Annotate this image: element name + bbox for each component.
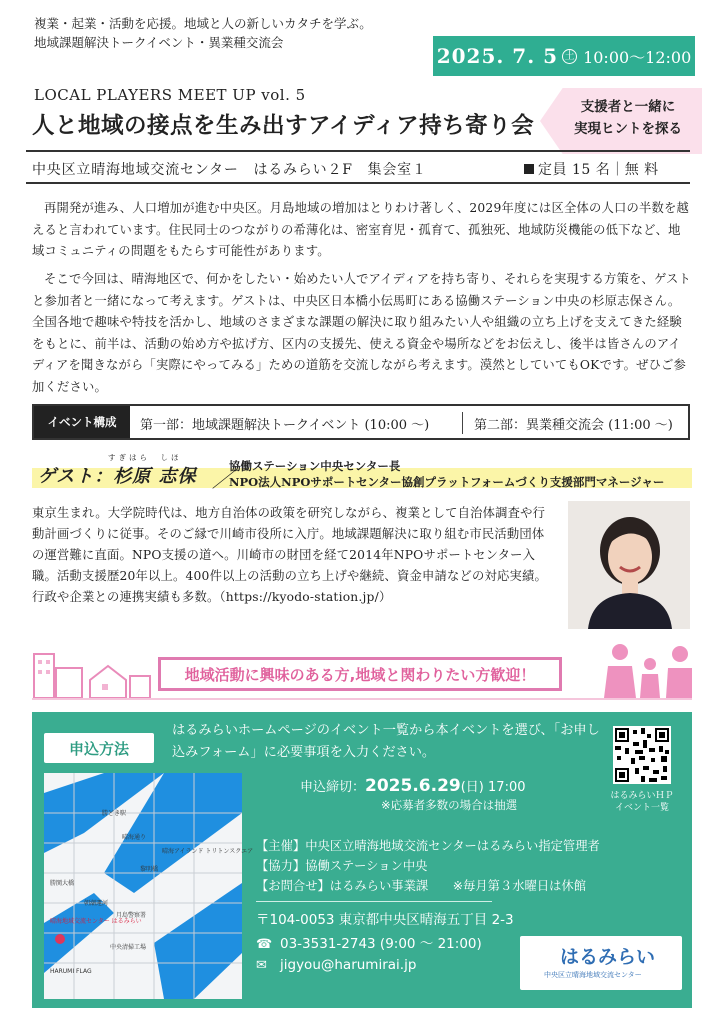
ribbon-text: [563, 96, 693, 140]
phone-icon: ☎: [256, 937, 273, 952]
deadline-date: 2025.6.29: [365, 776, 461, 796]
house-icon: [90, 666, 126, 698]
guest-role-1: 協働ステーション中央センター長: [229, 459, 401, 473]
map-label: HARUMI FLAG: [50, 968, 92, 975]
qr-code-icon: [613, 726, 671, 784]
building-icon: [34, 654, 54, 698]
map-label: 勝鬨大橋: [50, 880, 75, 887]
tagline: [34, 14, 372, 52]
capacity: [524, 159, 659, 179]
map-label: 晴海通り: [122, 834, 147, 841]
event-date-box: [433, 36, 695, 76]
qr-caption: [596, 790, 688, 814]
logo-subtitle: 中央区立晴海地域交流センター: [544, 971, 642, 979]
intro-paragraph-1: 再開発が進み、人口増加が進む中央区。月島地域の増加はとりわけ著しく、2029年度には区全体の人口の半数を越えると言われています。住民同士のつながりの希薄化は、密室育児・孤育て、孤独死、地域防災機能の低下など、地域コミュニティの問題をもたらす可能性があります。: [32, 201, 689, 258]
address: 〒104-0053 東京都中央区晴海五丁目 2-3: [256, 912, 514, 928]
portrait-image: [568, 501, 690, 629]
organizer-coop: 【協力】協働ステーション中央: [256, 859, 428, 873]
guest-photo: [568, 501, 690, 629]
event-time: 10:00～12:00: [583, 47, 692, 67]
deadline: [300, 776, 526, 796]
ribbon-line1: 支援者と一緒に: [580, 99, 676, 115]
organizer-host: 【主催】中央区立晴海地域交流センターはるみらい指定管理者: [256, 839, 600, 853]
map-label-venue: 晴海地域交流センター はるみらい: [50, 918, 142, 925]
deadline-prefix: 申込締切：: [300, 780, 366, 795]
organizer-contact: 【お問合せ】はるみらい事業課 ※毎月第３水曜日は休館: [256, 879, 587, 893]
venue: 中央区立晴海地域交流センター はるみらい２F 集会室１: [32, 162, 427, 178]
qr-code[interactable]: [613, 726, 671, 784]
deadline-note: ※応募者多数の場合は抽選: [381, 798, 518, 812]
structure-part-2: 第二部：異業種交流会 (11:00 ～): [474, 418, 673, 433]
email-address: jigyou@harumirai.jp: [280, 957, 417, 973]
guest-slash: ／: [212, 468, 232, 492]
application-text: はるみらいホームページのイベント一覧から本イベントを選び、「お申し込みフォーム」に必要事項を入力ください。: [172, 723, 600, 760]
structure-label: イベント構成: [34, 406, 130, 438]
guest-bio: 東京生まれ。大学院時代は、地方自治体の政策を研究しながら、複業として自治体調査や行動計画づくりに従事。そのご縁で川崎市役所に入庁。地域課題解決に取り組む市民活動団体の運営難に直面。NPO支援の道へ。川崎市の財団を経て2014年NPOサポートセンター入職。活動支援歴20年以上。400件以上の活動の立ち上げや継続、資金申請などの対応実績。行政や企業との連携実績も多数。（https://kyodo-station.jp/）: [32, 506, 548, 604]
map-label: 朝潮運河: [84, 900, 109, 907]
phone: [256, 932, 482, 952]
phone-number: 03-3531-2743 (9:00 ～ 21:00): [280, 936, 482, 952]
guest-name: ゲスト：杉原 志保: [38, 466, 197, 487]
map-graphic: [44, 773, 254, 999]
tagline-line1: 複業・起業・活動を応援。地域と人の新しいカタチを学ぶ。: [34, 16, 372, 31]
event-structure: [32, 404, 690, 440]
building-icon: [56, 668, 82, 698]
qr-caption-line2: イベント一覧: [614, 803, 669, 813]
welcome-banner: 地域活動に興味のある方,地域と関わりたい方歓迎！: [158, 657, 562, 691]
organizers: [256, 836, 600, 896]
event-day-of-week: 土: [562, 49, 577, 64]
map-label: 勝どき駅: [102, 810, 127, 817]
divider: [256, 901, 492, 902]
guest-role-2: NPO法人NPOサポートセンター協創プラットフォームづくり支援部門マネージャー: [229, 475, 665, 489]
intro-paragraph-2: そこで今回は、晴海地区で、何かをしたい・始めたい人でアイディアを持ち寄り、それらを実現する方策を、ゲストと参加者と一緒になって考えます。ゲストは、中央区日本橋小伝馬町にある協働ステーション中央の杉原志保さん。全国各地で趣味や特技を活かし、地域のさまざまな課題の解決に取り組みたい人や組織の立ち上げを支えてきた経験をもとに、前半は、活動の始め方や拡げ方、区内の支援先、使える資金や場所などをお伝えし、後半は皆さんのアイディアを聞きながら「実際にやってみる」ための道筋を交流しながら考えます。漠然としていてもOKです。ぜひご参加ください。: [32, 272, 692, 394]
capacity-text: 定員 15 名｜無 料: [538, 162, 659, 178]
divider: [462, 412, 463, 434]
logo: はるみらい: [560, 946, 656, 968]
map-label: 晴海アイランド トリトンスクエア: [162, 848, 254, 855]
mail-icon: ✉: [256, 958, 267, 973]
building-icon: [130, 676, 150, 698]
event-date: 2025. 7. 5: [436, 44, 559, 68]
email[interactable]: [256, 957, 416, 973]
deadline-time: 17:00: [483, 780, 526, 795]
access-map: [44, 773, 254, 999]
people-illustration: [604, 644, 692, 698]
qr-caption-line1: はるみらいＨＰ: [610, 791, 674, 801]
map-label: 月島警察署: [116, 912, 147, 919]
ribbon-line2: 実現ヒントを探る: [574, 121, 682, 137]
tagline-line2: 地域課題解決トークイベント・異業種交流会: [34, 35, 284, 50]
main-title: 人と地域の接点を生み出すアイディア持ち寄り会: [32, 113, 535, 139]
structure-part-1: 第一部：地域課題解決トークイベント (10:00 ～): [140, 418, 430, 433]
guest-ruby: すぎはら しほ: [108, 453, 182, 462]
deadline-dow: (日): [460, 780, 484, 795]
application-label: 申込方法: [44, 733, 154, 763]
location-pin-icon: [55, 934, 65, 944]
square-bullet-icon: [524, 164, 534, 174]
map-label: 黎明橋: [140, 866, 159, 873]
map-label: 中央清掃工場: [110, 944, 147, 951]
series-title: LOCAL PLAYERS MEET UP vol. 5: [34, 86, 306, 104]
